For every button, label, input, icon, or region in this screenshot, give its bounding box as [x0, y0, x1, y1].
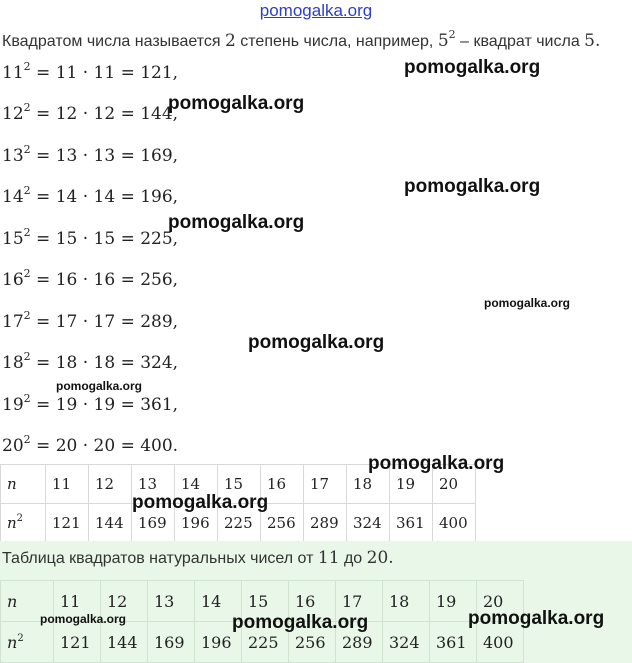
equation-base: 12 — [2, 104, 24, 124]
table-cell-n2: 169 — [148, 622, 195, 663]
equation-rest: = 16 · 16 = 256, — [30, 270, 179, 290]
table-cell-n2: 361 — [430, 622, 477, 663]
table-cell-n: 11 — [54, 581, 101, 622]
equation-line — [2, 392, 179, 415]
watermark: pomogalka.org — [484, 296, 571, 310]
caption-to: 20. — [366, 548, 394, 568]
table-cell-n2: 324 — [383, 622, 430, 663]
table-header-n2-base: n — [7, 514, 17, 532]
intro-text-middle: степень числа, например, — [235, 33, 438, 50]
caption-from: 11 — [317, 548, 340, 568]
equation-rest: = 14 · 14 = 196, — [30, 187, 179, 207]
table-header-n2-base: n — [7, 632, 18, 652]
equation-line — [2, 267, 179, 290]
equation-base: 20 — [2, 436, 24, 456]
watermark: pomogalka.org — [404, 176, 541, 197]
equation-line — [2, 350, 179, 373]
equation-exponent: 2 — [23, 392, 31, 405]
table-cell-n2: 144 — [89, 504, 132, 543]
table-cell-n: 16 — [289, 581, 336, 622]
table-cell-n2: 289 — [304, 504, 347, 543]
table-cell-n: 20 — [433, 465, 476, 504]
table-cell-n: 11 — [46, 465, 89, 504]
table-cell-n: 14 — [195, 581, 242, 622]
table-cell-n2: 256 — [289, 622, 336, 663]
table-header-n2-exponent: 2 — [16, 513, 24, 524]
table-header-n: n — [1, 465, 46, 504]
table-header-n2 — [1, 622, 54, 663]
table-header-n: n — [1, 581, 54, 622]
equation-base: 19 — [2, 395, 24, 415]
equation-exponent: 2 — [23, 350, 31, 363]
intro-sentence — [2, 28, 632, 51]
equation-base: 15 — [2, 229, 24, 249]
equation-rest: = 12 · 12 = 144, — [30, 104, 179, 124]
equation-line — [2, 101, 179, 124]
equation-line — [2, 309, 179, 332]
table-cell-n: 18 — [383, 581, 430, 622]
table-cell-n2: 400 — [433, 504, 476, 543]
table-cell-n2: 324 — [347, 504, 390, 543]
watermark: pomogalka.org — [232, 612, 369, 633]
table-cell-n: 19 — [430, 581, 477, 622]
table-cell-n: 18 — [347, 465, 390, 504]
caption-text-before: Таблица квадратов натуральных чисел от — [2, 550, 318, 567]
table-cell-n: 20 — [477, 581, 524, 622]
table-cell-n: 16 — [261, 465, 304, 504]
equation-exponent: 2 — [23, 101, 31, 114]
watermark: pomogalka.org — [168, 93, 305, 114]
equation-base: 18 — [2, 353, 24, 373]
equation-exponent: 2 — [23, 309, 31, 322]
table-cell-n2: 225 — [218, 504, 261, 543]
equation-exponent: 2 — [23, 433, 31, 446]
equation-rest: = 18 · 18 = 324, — [30, 353, 179, 373]
equation-base: 13 — [2, 146, 24, 166]
equation-base: 14 — [2, 187, 24, 207]
table-cell-n2: 196 — [195, 622, 242, 663]
watermark: pomogalka.org — [368, 453, 505, 474]
watermark: pomogalka.org — [132, 492, 269, 513]
equation-rest: = 13 · 13 = 169, — [30, 146, 179, 166]
equation-exponent: 2 — [23, 60, 31, 73]
watermark: pomogalka.org — [56, 379, 143, 393]
table-cell-n2: 289 — [336, 622, 383, 663]
table-cell-n2: 196 — [175, 504, 218, 543]
table-cell-n: 15 — [242, 581, 289, 622]
watermark: pomogalka.org — [404, 57, 541, 78]
table-cell-n: 15 — [218, 465, 261, 504]
table-cell-n2: 256 — [261, 504, 304, 543]
equation-exponent: 2 — [23, 143, 31, 156]
table-cell-n2: 361 — [390, 504, 433, 543]
intro-number-2: 5. — [584, 31, 601, 51]
table-cell-n2: 121 — [54, 622, 101, 663]
table-cell-n2: 169 — [132, 504, 175, 543]
equation-exponent: 2 — [23, 267, 31, 280]
equation-base: 11 — [2, 63, 24, 83]
caption-text-middle: до — [339, 550, 367, 567]
equation-line — [2, 143, 179, 166]
table-cell-n: 17 — [336, 581, 383, 622]
intro-number: 2 — [225, 31, 236, 51]
table-header-n2-exponent: 2 — [17, 632, 24, 644]
top-watermark-link[interactable]: pomogalka.org — [259, 1, 373, 20]
intro-text-before: Квадратом числа называется — [2, 33, 225, 50]
table-cell-n2: 121 — [46, 504, 89, 543]
intro-text-after: – квадрат числа — [455, 33, 585, 50]
intro-example-exponent: 2 — [448, 28, 456, 41]
intro-example-base: 5 — [437, 31, 449, 51]
table-cell-n2: 225 — [242, 622, 289, 663]
watermark: pomogalka.org — [248, 332, 385, 353]
equation-line — [2, 226, 179, 249]
table-cell-n: 13 — [148, 581, 195, 622]
equation-rest: = 20 · 20 = 400. — [30, 436, 179, 456]
equation-rest: = 15 · 15 = 225, — [30, 229, 179, 249]
equation-line — [2, 60, 179, 83]
table-cell-n: 17 — [304, 465, 347, 504]
table-cell-n: 12 — [89, 465, 132, 504]
equation-rest: = 17 · 17 = 289, — [30, 312, 179, 332]
table-cell-n: 12 — [101, 581, 148, 622]
equation-rest: = 11 · 11 = 121, — [30, 63, 179, 83]
table-cell-n: 19 — [390, 465, 433, 504]
table-caption — [2, 548, 394, 568]
table-cell-n: 14 — [175, 465, 218, 504]
table-cell-n: 13 — [132, 465, 175, 504]
equation-rest: = 19 · 19 = 361, — [30, 395, 179, 415]
intro-example — [437, 28, 456, 51]
equation-exponent: 2 — [23, 184, 31, 197]
equation-base: 16 — [2, 270, 24, 290]
equation-line — [2, 433, 179, 456]
table-cell-n2: 144 — [101, 622, 148, 663]
watermark: pomogalka.org — [40, 612, 127, 626]
table-cell-n2: 400 — [477, 622, 524, 663]
equation-line — [2, 184, 179, 207]
watermark: pomogalka.org — [468, 608, 605, 629]
watermark: pomogalka.org — [168, 212, 305, 233]
equation-base: 17 — [2, 312, 24, 332]
table-header-n2 — [1, 504, 46, 543]
equation-exponent: 2 — [23, 226, 31, 239]
